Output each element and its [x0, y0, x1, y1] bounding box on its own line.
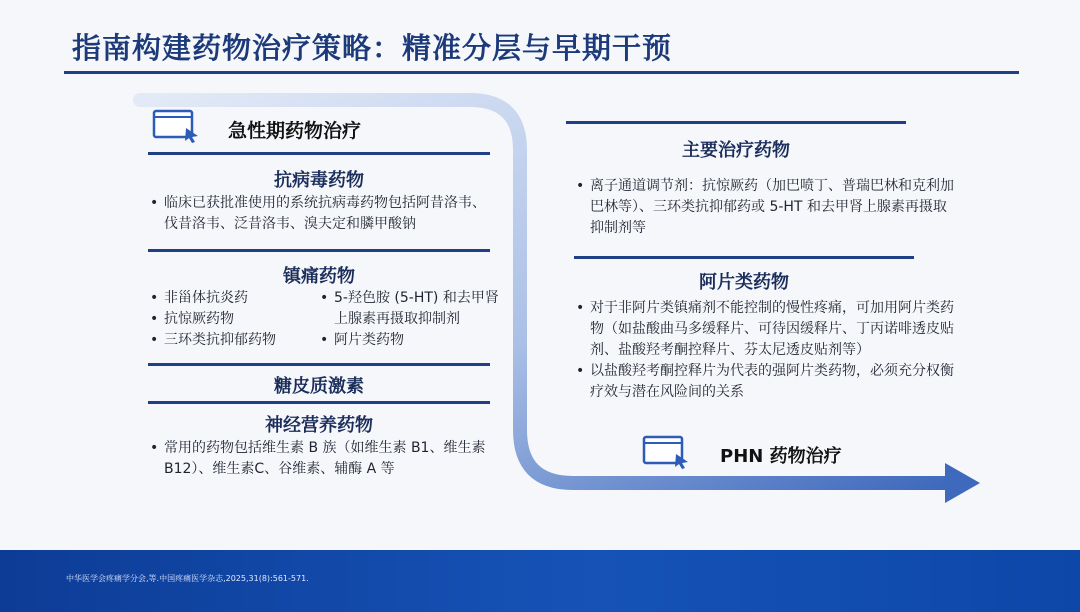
opioid-bar [574, 256, 914, 259]
list-item: • 三环类抗抑郁药物 [148, 330, 308, 351]
list-item: • 对于非阿片类镇痛剂不能控制的慢性疼痛，可加用阿片类药物（如盐酸曲马多缓释片、可待因缓释片、丁丙诺啡透皮贴剂、盐酸羟考酮控释片、芬太尼透皮贴剂等） [574, 298, 959, 361]
main-drugs-bar [566, 121, 906, 124]
antiviral-bar [148, 152, 490, 155]
slide-title: 指南构建药物治疗策略：精准分层与早期干预 [72, 31, 673, 65]
list-item: • 临床已获批准使用的系统抗病毒药物包括阿昔洛韦、伐昔洛韦、泛昔洛韦、溴夫定和膦甲酸钠 [148, 193, 488, 235]
list-item: • 非甾体抗炎药 [148, 288, 308, 309]
antiviral-list [148, 193, 488, 235]
main-drugs-heading: 主要治疗药物 [682, 140, 790, 161]
list-item: • 5-羟色胺 (5-HT) 和去甲肾上腺素再摄取抑制剂 [318, 288, 500, 330]
title-divider [64, 71, 1019, 74]
analgesic-heading: 镇痛药物 [283, 266, 355, 287]
antiviral-heading: 抗病毒药物 [274, 170, 364, 191]
opioid-list [574, 298, 959, 403]
neuro-list [148, 438, 488, 480]
computer-cursor-icon [642, 434, 692, 470]
list-item: • 阿片类药物 [318, 330, 500, 351]
glucocorticoid-bar [148, 363, 490, 366]
list-item: • 离子通道调节剂：抗惊厥药（加巴喷丁、普瑞巴林和克利加巴林等）、三环类抗抑郁药或 5-HT 和去甲肾上腺素再摄取抑制剂等 [574, 176, 954, 239]
list-item: • 以盐酸羟考酮控释片为代表的强阿片类药物，必须充分权衡疗效与潜在风险间的关系 [574, 361, 959, 403]
footer-citation: 中华医学会疼痛学分会,等.中国疼痛医学杂志,2025,31(8):561-571. [66, 574, 309, 583]
list-item: • 常用的药物包括维生素 B 族（如维生素 B1、维生素 B12）、维生素C、谷维素、辅酶 A 等 [148, 438, 488, 480]
analgesic-list-1 [148, 288, 308, 351]
analgesic-list-2 [318, 288, 500, 351]
main-drugs-list [574, 176, 954, 239]
phn-label: PHN 药物治疗 [720, 446, 842, 467]
list-item: • 抗惊厥药物 [148, 309, 308, 330]
acute-phase-label: 急性期药物治疗 [228, 120, 362, 142]
glucocorticoid-heading: 糖皮质激素 [274, 376, 364, 397]
computer-cursor-icon [152, 108, 202, 144]
opioid-heading: 阿片类药物 [699, 272, 789, 293]
analgesic-bar [148, 249, 490, 252]
neuro-heading: 神经营养药物 [265, 415, 373, 436]
neuro-bar [148, 401, 490, 404]
